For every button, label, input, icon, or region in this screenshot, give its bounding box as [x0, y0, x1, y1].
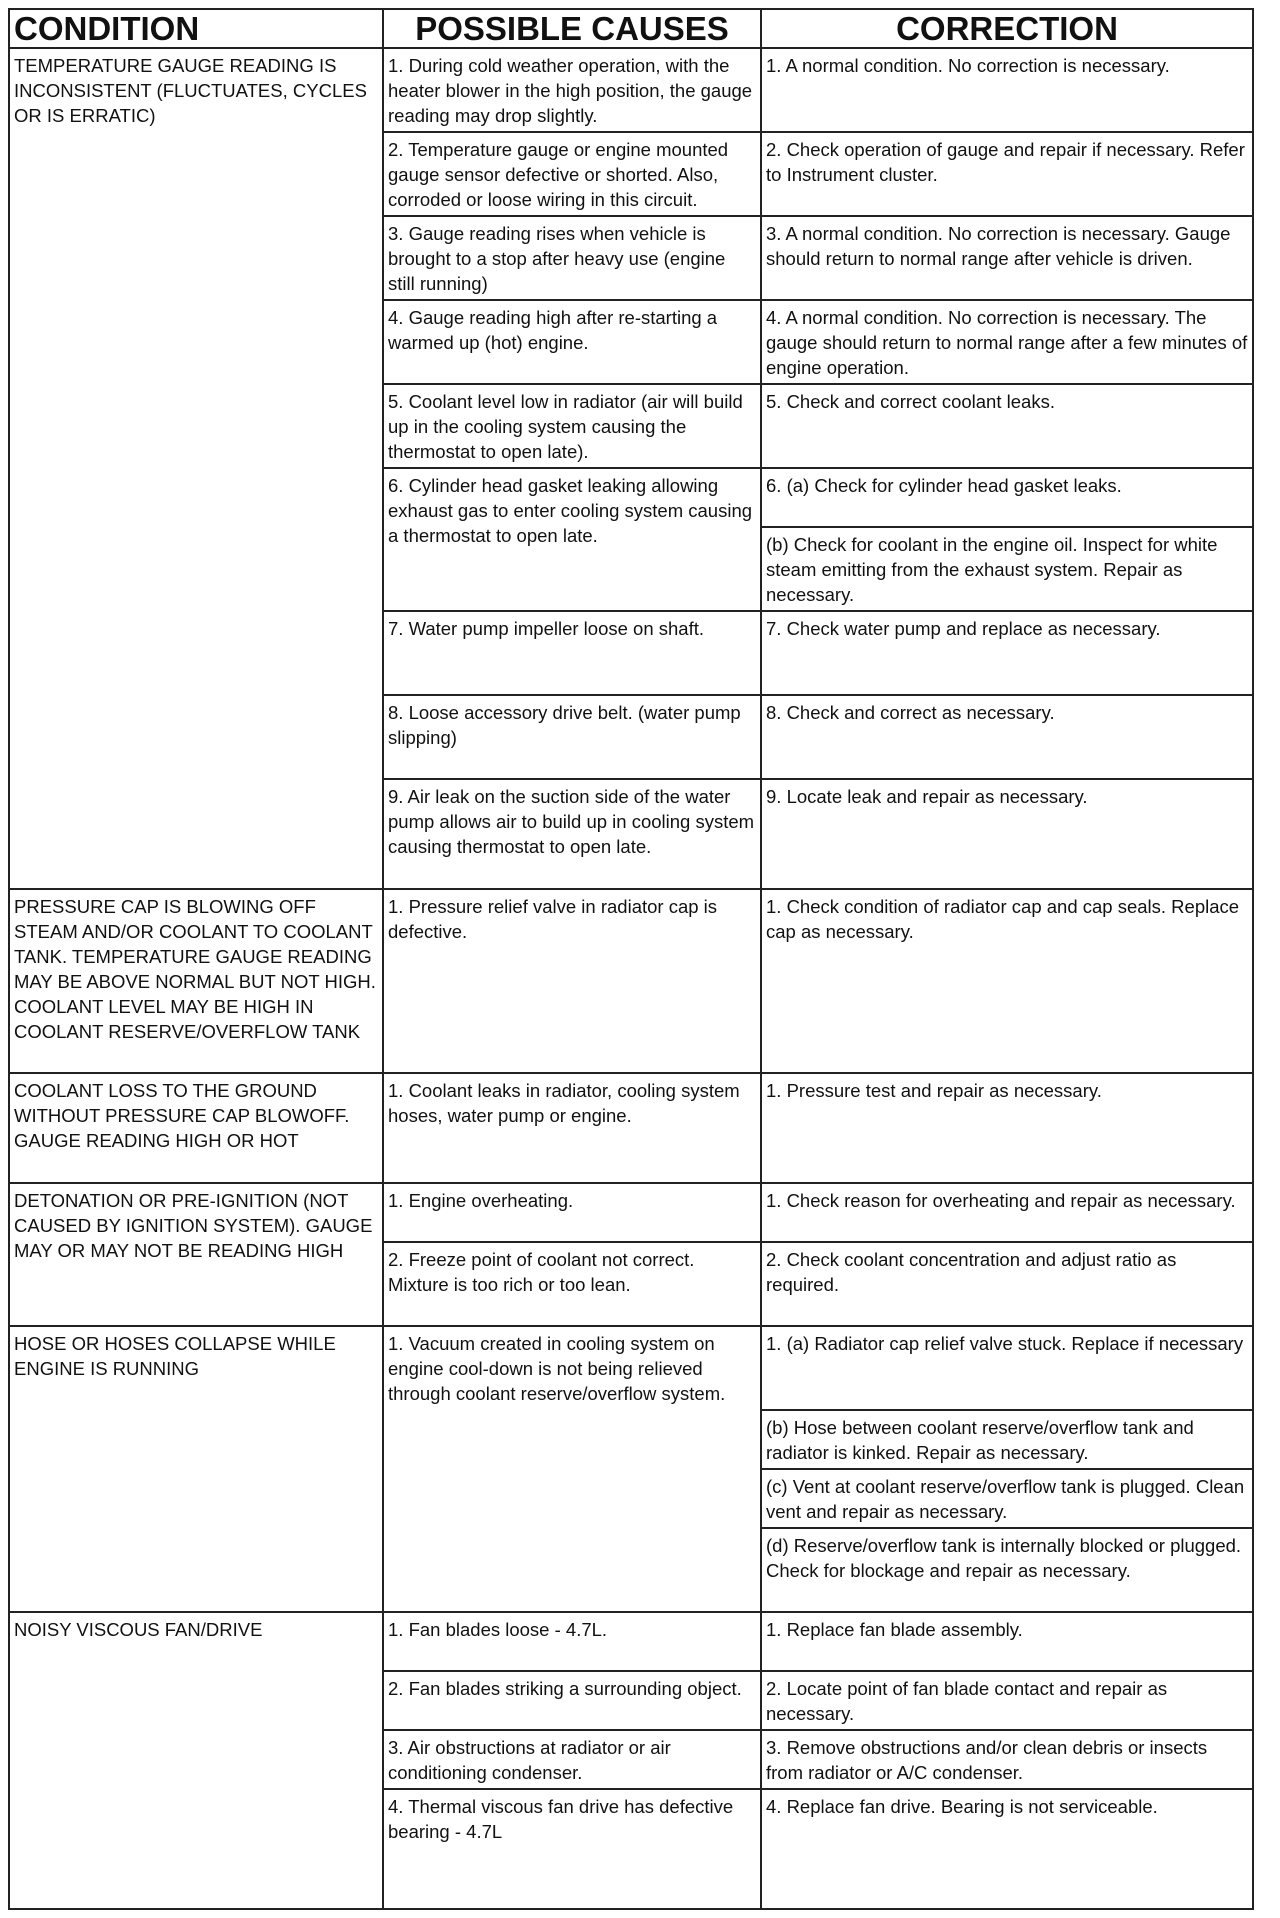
correction-cell: 1. Replace fan blade assembly. — [761, 1612, 1253, 1671]
correction-cell: 4. Replace fan drive. Bearing is not serviceable. — [761, 1789, 1253, 1909]
correction-cell: 6. (a) Check for cylinder head gasket leaks. — [761, 468, 1253, 527]
correction-cell: 3. Remove obstructions and/or clean debris or insects from radiator or A/C condenser. — [761, 1730, 1253, 1789]
header-row — [9, 9, 1253, 48]
correction-cell: 2. Check coolant concentration and adjust ratio as required. — [761, 1242, 1253, 1326]
condition-cell: HOSE OR HOSES COLLAPSE WHILE ENGINE IS RUNNING — [9, 1326, 383, 1612]
cause-cell: 4. Gauge reading high after re-starting a warmed up (hot) engine. — [383, 300, 761, 384]
correction-cell: (c) Vent at coolant reserve/overflow tank is plugged. Clean vent and repair as necessary. — [761, 1469, 1253, 1528]
correction-cell: 2. Check operation of gauge and repair if necessary. Refer to Instrument cluster. — [761, 132, 1253, 216]
correction-cell: 1. A normal condition. No correction is necessary. — [761, 48, 1253, 132]
cause-cell: 2. Temperature gauge or engine mounted gauge sensor defective or shorted. Also, corroded or loose wiring in this circuit. — [383, 132, 761, 216]
correction-cell: (d) Reserve/overflow tank is internally blocked or plugged. Check for blockage and repair as necessary. — [761, 1528, 1253, 1612]
condition-cell: NOISY VISCOUS FAN/DRIVE — [9, 1612, 383, 1909]
troubleshooting-table — [8, 8, 1254, 1910]
cause-cell: 4. Thermal viscous fan drive has defective bearing - 4.7L — [383, 1789, 761, 1909]
correction-cell: 1. (a) Radiator cap relief valve stuck. Replace if necessary — [761, 1326, 1253, 1410]
cause-cell: 1. Engine overheating. — [383, 1183, 761, 1242]
condition-header: CONDITION — [9, 9, 383, 48]
cause-cell: 1. Vacuum created in cooling system on engine cool-down is not being relieved through coolant reserve/overflow system. — [383, 1326, 761, 1612]
condition-cell: DETONATION OR PRE-IGNITION (NOT CAUSED BY IGNITION SYSTEM). GAUGE MAY OR MAY NOT BE READING HIGH — [9, 1183, 383, 1326]
table-row — [9, 1183, 1253, 1242]
cause-cell: 1. During cold weather operation, with the heater blower in the high position, the gauge reading may drop slightly. — [383, 48, 761, 132]
correction-cell: 5. Check and correct coolant leaks. — [761, 384, 1253, 468]
condition-cell: TEMPERATURE GAUGE READING IS INCONSISTENT (FLUCTUATES, CYCLES OR IS ERRATIC) — [9, 48, 383, 889]
correction-cell: (b) Check for coolant in the engine oil. Inspect for white steam emitting from the exhaust system. Repair as necessary. — [761, 527, 1253, 611]
correction-cell: 1. Check condition of radiator cap and cap seals. Replace cap as necessary. — [761, 889, 1253, 1073]
correction-header: CORRECTION — [761, 9, 1253, 48]
cause-cell: 1. Fan blades loose - 4.7L. — [383, 1612, 761, 1671]
table-row — [9, 1326, 1253, 1410]
cause-cell: 1. Pressure relief valve in radiator cap is defective. — [383, 889, 761, 1073]
table-row — [9, 48, 1253, 132]
correction-cell: 9. Locate leak and repair as necessary. — [761, 779, 1253, 889]
table-row — [9, 889, 1253, 1073]
condition-cell: PRESSURE CAP IS BLOWING OFF STEAM AND/OR COOLANT TO COOLANT TANK. TEMPERATURE GAUGE READING MAY BE ABOVE NORMAL BUT NOT HIGH. COOLANT LEVEL MAY BE HIGH IN COOLANT RESERVE/OVERFLOW TANK — [9, 889, 383, 1073]
correction-cell: 7. Check water pump and replace as necessary. — [761, 611, 1253, 695]
table-row — [9, 1073, 1253, 1183]
cause-cell: 6. Cylinder head gasket leaking allowing exhaust gas to enter cooling system causing a thermostat to open late. — [383, 468, 761, 611]
table-row — [9, 1612, 1253, 1671]
correction-cell: 1. Pressure test and repair as necessary. — [761, 1073, 1253, 1183]
correction-cell: (b) Hose between coolant reserve/overflow tank and radiator is kinked. Repair as necessary. — [761, 1410, 1253, 1469]
cause-cell: 7. Water pump impeller loose on shaft. — [383, 611, 761, 695]
correction-cell: 8. Check and correct as necessary. — [761, 695, 1253, 779]
correction-cell: 3. A normal condition. No correction is necessary. Gauge should return to normal range after vehicle is driven. — [761, 216, 1253, 300]
cause-cell: 3. Gauge reading rises when vehicle is brought to a stop after heavy use (engine still running) — [383, 216, 761, 300]
cause-cell: 9. Air leak on the suction side of the water pump allows air to build up in cooling system causing thermostat to open late. — [383, 779, 761, 889]
cause-cell: 2. Freeze point of coolant not correct. Mixture is too rich or too lean. — [383, 1242, 761, 1326]
causes-header: POSSIBLE CAUSES — [383, 9, 761, 48]
correction-cell: 2. Locate point of fan blade contact and repair as necessary. — [761, 1671, 1253, 1730]
cause-cell: 8. Loose accessory drive belt. (water pump slipping) — [383, 695, 761, 779]
condition-cell: COOLANT LOSS TO THE GROUND WITHOUT PRESSURE CAP BLOWOFF. GAUGE READING HIGH OR HOT — [9, 1073, 383, 1183]
cause-cell: 5. Coolant level low in radiator (air will build up in the cooling system causing the thermostat to open late). — [383, 384, 761, 468]
cause-cell: 3. Air obstructions at radiator or air conditioning condenser. — [383, 1730, 761, 1789]
cause-cell: 1. Coolant leaks in radiator, cooling system hoses, water pump or engine. — [383, 1073, 761, 1183]
cause-cell: 2. Fan blades striking a surrounding object. — [383, 1671, 761, 1730]
correction-cell: 1. Check reason for overheating and repair as necessary. — [761, 1183, 1253, 1242]
correction-cell: 4. A normal condition. No correction is necessary. The gauge should return to normal range after a few minutes of engine operation. — [761, 300, 1253, 384]
